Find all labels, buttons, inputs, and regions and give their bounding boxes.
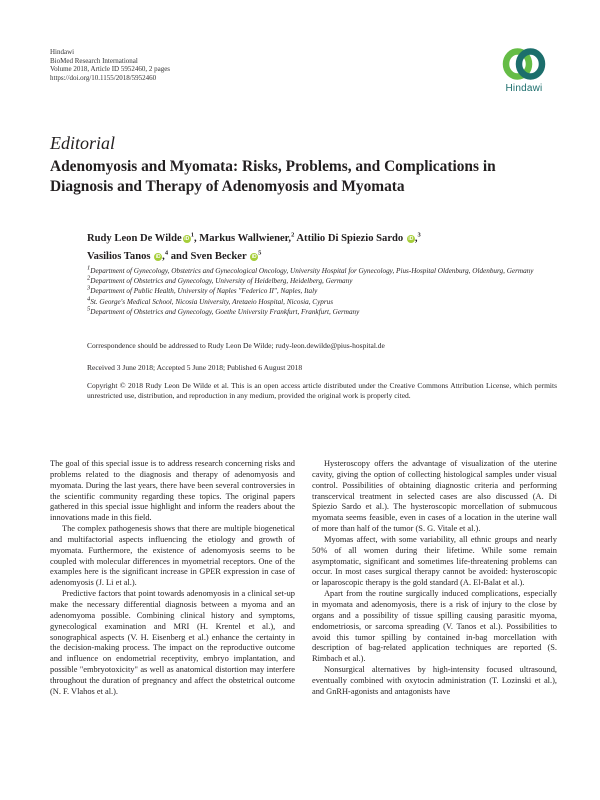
body-paragraph: Apart from the routine surgically induced complications, especially in myomata and adenomyosis, there is a risk of injury to the close by organs and a possibility of tissue spilling causing parasitic myoma, endometriosis, or sarcoma spreading (V. Tanos et al.). Possibilities to avoid this tumor spilling by contained in-bag morcellation with description of bag-related application techniques are reported (S. Rimbach et al.). [312, 589, 557, 664]
doi-link[interactable]: https://doi.org/10.1155/2018/5952460 [50, 73, 157, 82]
orcid-icon[interactable]: iD [251, 253, 257, 260]
hindawi-logo [494, 46, 554, 102]
logo-wordmark: Hindawi [505, 83, 543, 94]
author[interactable]: Markus Wallwiener,$^2$ [199, 231, 295, 244]
received-dates: Received 3 June 2018; Accepted 5 June 2018; Published 6 August 2018 [87, 363, 303, 372]
volume-info: Volume 2018, Article ID 5952460, 2 pages [50, 65, 171, 74]
publisher-name: Hindawi [50, 48, 75, 56]
author[interactable]: Vasilios Tanos iD ,$^4$ [87, 248, 169, 262]
correspondence: Correspondence should be addressed to Rudy Leon De Wilde; rudy-leon.dewilde@pius-hospital.de [87, 341, 385, 350]
author-list: Rudy Leon De Wilde $iD^1$, Markus Wallwiener,$^2$ Attilio Di Spiezio Sardo iD ,$^3$ Vasilios Tanos iD ,$^4$ and Sven Becker $iD^5$ [87, 231, 421, 262]
body-paragraph: The complex pathogenesis shows that there are multiple biogenetical and multifactorial aspects influencing the etiology and growth of myomata. Furthermore, the existence of adenomyosis seems to be coupled with molecular differences in myometrial receptors. One of the examples here is the significant increase in GPER expression in case of adenomyosis (J. Li et al.). [50, 524, 295, 588]
author[interactable]: Attilio Di Spiezio Sardo iD ,$^3$ [296, 231, 421, 244]
article-title: Adenomyosis and Myomata: Risks, Problems, and Complications in Diagnosis and Therapy of Adenomyosis and Myomata [50, 158, 496, 195]
author[interactable]: Sven Becker $iD^5$ [190, 248, 262, 262]
affiliation: $^2$Department of Obstetrics and Gynecology, University of Heidelberg, Heidelberg, Germany [87, 274, 353, 286]
affiliation: $^1$Department of Gynecology, Obstetrics and Gynecological Oncology, University Hospital for Gynecology, Pius-Hospital Oldenburg, Oldenburg, Germany [87, 264, 534, 275]
orcid-icon[interactable]: iD [155, 253, 161, 260]
article-type: Editorial [50, 133, 116, 153]
journal-meta [50, 48, 170, 82]
affiliation: $^3$Department of Public Health, University of Naples "Federico II", Naples, Italy [87, 285, 318, 296]
affiliation: $^5$Department of Obstetrics and Gynecology, Goethe University Frankfurt, Frankfurt, Germany [87, 305, 360, 316]
affiliation: $^4$St. George's Medical School, Nicosia University, Aretaeio Hospital, Nicosia, Cyprus [87, 295, 334, 306]
body-column-left [50, 459, 295, 698]
author[interactable]: Rudy Leon De Wilde $iD^1$ [87, 231, 194, 244]
body-paragraph: Predictive factors that point towards adenomyosis in a clinical set-up make the necessary differential diagnosis between a myoma and an adenomyoma possible. Combining clinical history and symptoms, gynecological examination and MRI (H. Krentel et al.), and sonographical aspects (V. H. Eisenberg et al.) enhance the certainty in the decision-making process. The impact on the reproductive outcome and influence on endometrial receptivity, embryo implantation, and possible "embryotoxicity" as well as anatomical distortion may interfere throughout the duration of pregnancy and affect the obstetrical outcome (N. F. Vlahos et al.). [50, 589, 295, 696]
affiliation-list [87, 266, 557, 317]
body-column-right [312, 459, 557, 698]
body-paragraph: The goal of this special issue is to address research concerning risks and problems related to the diagnosis and therapy of adenomyosis and myomata. During the last years, there have been several controversies in the scientific community regarding these topics. The original papers gathered in this special issue highlight and inform the readers about the innovations made in this field. [50, 459, 295, 523]
hindawi-logo-icon [502, 46, 546, 82]
orcid-icon[interactable]: iD [184, 236, 190, 242]
copyright-notice: Copyright © 2018 Rudy Leon De Wilde et al. This is an open access article distributed under the Creative Commons Attribution License, which permits unrestricted use, distribution, and reproduction in any medium, provided the original work is properly cited. [87, 381, 557, 401]
body-paragraph: Nonsurgical alternatives by high-intensity focused ultrasound, eventually combined with oxytocin administration (T. Lozinski et al.), and GnRH-agonists and antagonists have [312, 665, 557, 696]
body-paragraph: Myomas affect, with some variability, all ethnic groups and nearly 50% of all women during their lifetime. While some remain asymptomatic, significant and sometimes life-threatening problems can occur. In most cases surgical therapy cannot be avoided: hysteroscopic or laparoscopic therapy is the gold standard (A. El-Balat et al.). [312, 534, 557, 588]
orcid-icon[interactable]: iD [408, 236, 414, 242]
journal-name: BioMed Research International [50, 56, 138, 65]
body-paragraph: Hysteroscopy offers the advantage of visualization of the uterine cavity, giving the option of collecting histological samples under visual control. Possibilities of obtaining diagnostic criteria and performing transcervical treatment in selected cases are also discussed (A. Di Spiezio Sardo et al.). The hysteroscopic morcellation of submucous myomata seems feasible, even in cases of a location in the uterine wall of more than half of the tumor (S. G. Vitale et al.). [312, 459, 557, 534]
